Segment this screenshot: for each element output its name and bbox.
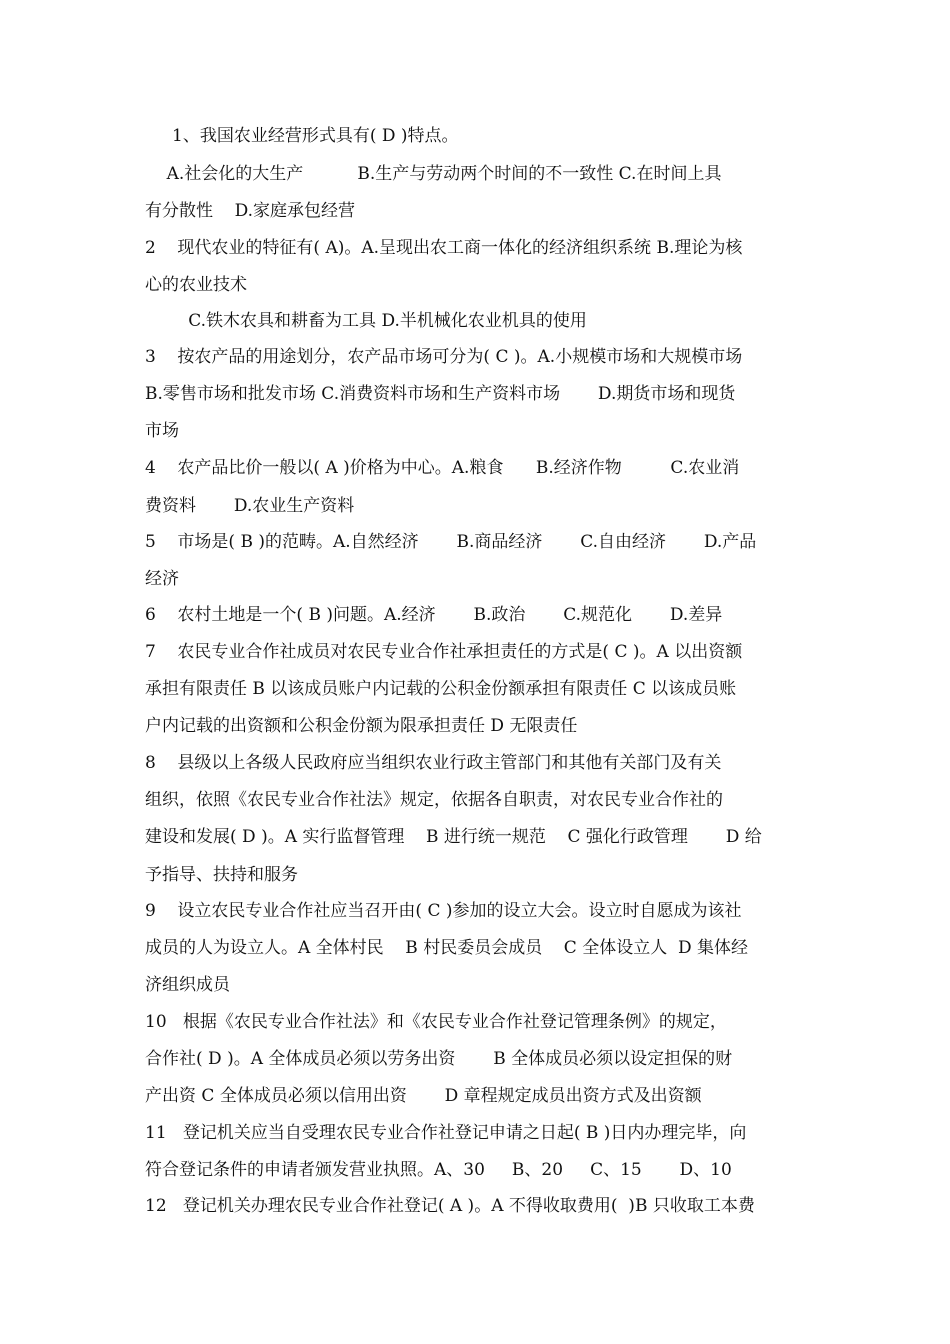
text-line-22: 9 设立农民专业合作社应当召开由( C )参加的设立大会。设立时自愿成为该社 bbox=[145, 901, 742, 921]
text-line-29: 符合登记条件的申请者颁发营业执照。A、30 B、20 C、15 D、10 bbox=[145, 1160, 732, 1180]
text-line-16: 承担有限责任 B 以该成员账户内记载的公积金份额承担有限责任 C 以该成员账 bbox=[145, 679, 737, 699]
text-line-15: 7 农民专业合作社成员对农民专业合作社承担责任的方式是( C )。A 以出资额 bbox=[145, 642, 743, 662]
text-line-2: A.社会化的大生产 B.生产与劳动两个时间的不一致性 C.在时间上具 bbox=[145, 164, 722, 184]
text-line-13: 经济 bbox=[145, 569, 179, 589]
text-line-7: 3 按农产品的用途划分，农产品市场可分为( C )。A.小规模市场和大规模市场 bbox=[145, 347, 743, 367]
text-line-12: 5 市场是( B )的范畴。A.自然经济 B.商品经济 C.自由经济 D.产品 bbox=[145, 532, 757, 552]
text-line-10: 4 农产品比价一般以( A )价格为中心。A.粮食 B.经济作物 C.农业消 bbox=[145, 458, 740, 478]
text-line-6: C.铁木农具和耕畜为工具 D.半机械化农业机具的使用 bbox=[145, 311, 587, 331]
text-line-20: 建设和发展( D )。A 实行监督管理 B 进行统一规范 C 强化行政管理 D 给 bbox=[145, 827, 762, 847]
text-line-4: 2 现代农业的特征有( A)。A.呈现出农工商一体化的经济组织系统 B.理论为核 bbox=[145, 238, 743, 258]
text-line-27: 产出资 C 全体成员必须以信用出资 D 章程规定成员出资方式及出资额 bbox=[145, 1086, 702, 1106]
text-line-1: 1、我国农业经营形式具有( D )特点。 bbox=[145, 126, 459, 146]
text-line-24: 济组织成员 bbox=[145, 975, 230, 995]
text-line-3: 有分散性 D.家庭承包经营 bbox=[145, 201, 356, 221]
text-line-25: 10 根据《农民专业合作社法》和《农民专业合作社登记管理条例》的规定， bbox=[145, 1012, 727, 1032]
text-line-21: 予指导、扶持和服务 bbox=[145, 865, 298, 885]
text-line-11: 费资料 D.农业生产资料 bbox=[145, 496, 355, 516]
text-line-9: 市场 bbox=[145, 421, 179, 441]
text-line-5: 心的农业技术 bbox=[145, 275, 247, 295]
text-line-8: B.零售市场和批发市场 C.消费资料市场和生产资料市场 D.期货市场和现货 bbox=[145, 384, 736, 404]
text-line-23: 成员的人为设立人。A 全体村民 B 村民委员会成员 C 全体设立人 D 集体经 bbox=[145, 938, 749, 958]
text-line-30: 12 登记机关办理农民专业合作社登记( A )。A 不得收取费用( )B 只收取工本费 bbox=[145, 1196, 755, 1216]
text-line-14: 6 农村土地是一个( B )问题。A.经济 B.政治 C.规范化 D.差异 bbox=[145, 605, 723, 625]
text-line-18: 8 县级以上各级人民政府应当组织农业行政主管部门和其他有关部门及有关 bbox=[145, 753, 722, 773]
text-line-28: 11 登记机关应当自受理农民专业合作社登记申请之日起( B )日内办理完毕，向 bbox=[145, 1123, 747, 1143]
text-line-26: 合作社( D )。A 全体成员必须以劳务出资 B 全体成员必须以设定担保的财 bbox=[145, 1049, 733, 1069]
text-line-19: 组织，依照《农民专业合作社法》规定，依据各自职责，对农民专业合作社的 bbox=[145, 790, 723, 810]
text-line-17: 户内记载的出资额和公积金份额为限承担责任 D 无限责任 bbox=[145, 716, 578, 736]
